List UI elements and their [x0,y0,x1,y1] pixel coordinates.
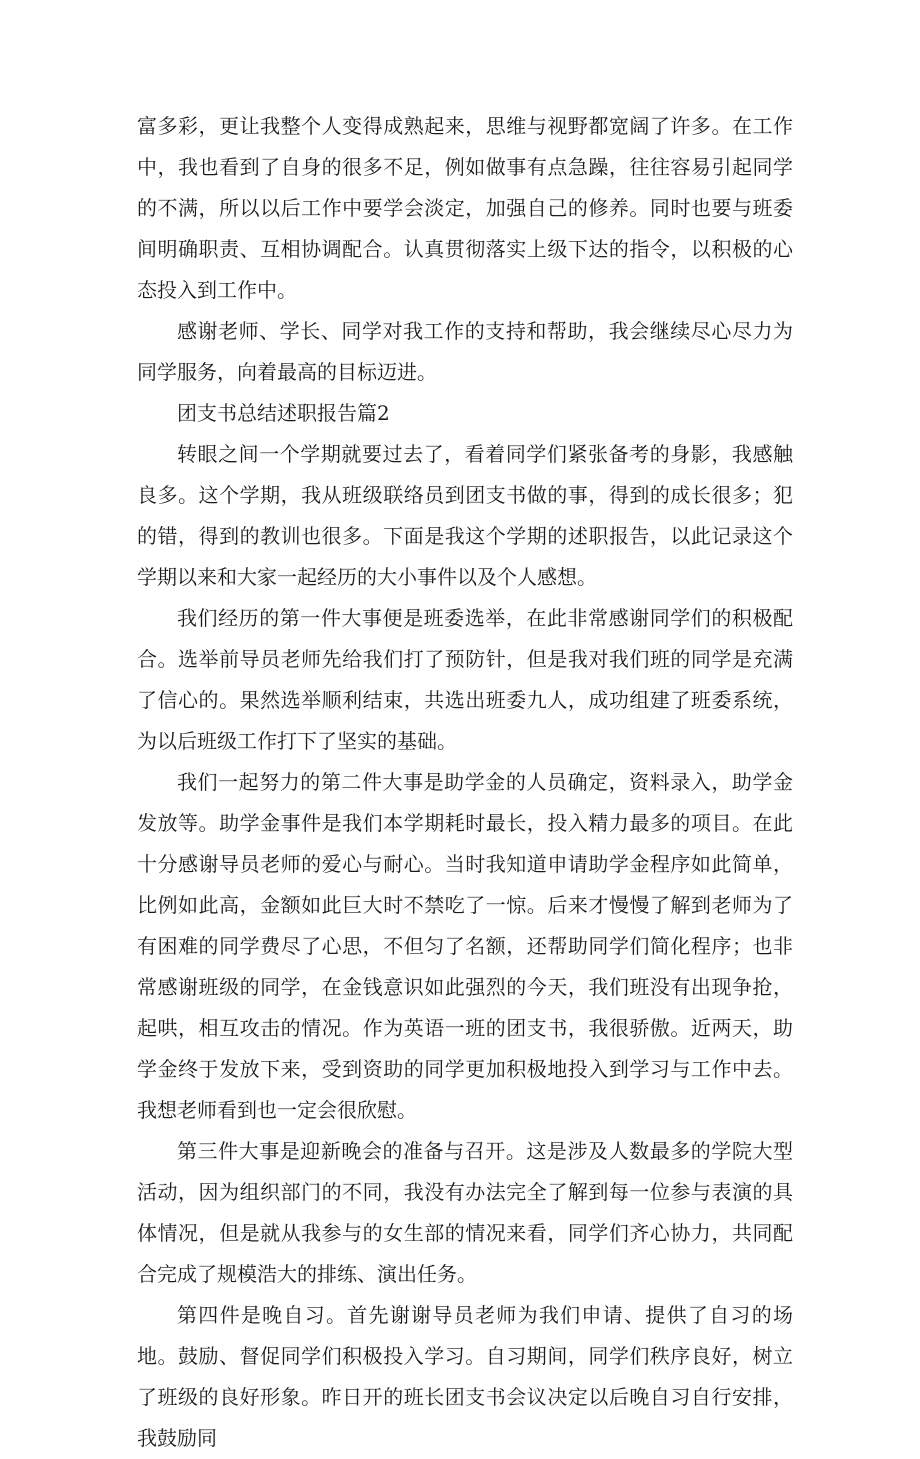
paragraph-6: 第三件大事是迎新晚会的准备与召开。这是涉及人数最多的学院大型活动，因为组织部门的不同，我没有办法完全了解到每一位参与表演的具体情况，但是就从我参与的女生部的情况来看，同学们齐心协力，共同配合完成了规模浩大的排练、演出任务。 [137,1139,793,1286]
paragraph-7: 第四件是晚自习。首先谢谢导员老师为我们申请、提供了自习的场地。鼓励、督促同学们积极投入学习。自习期间，同学们秩序良好，树立了班级的良好形象。昨日开的班长团支书会议决定以后晚自习自行安排，我鼓励同 [137,1303,793,1450]
paragraph-2: 感谢老师、学长、同学对我工作的支持和帮助，我会继续尽心尽力为同学服务，向着最高的目标迈进。 [137,319,793,384]
section-heading: 团支书总结述职报告篇2 [177,401,390,425]
paragraph-1: 富多彩，更让我整个人变得成熟起来，思维与视野都宽阔了许多。在工作中，我也看到了自身的很多不足，例如做事有点急躁，往往容易引起同学的不满，所以以后工作中要学会淡定，加强自己的修养。同时也要与班委间明确职责、互相协调配合。认真贯彻落实上级下达的指令，以积极的心态投入到工作中。 [137,114,793,302]
document-body [137,106,793,1459]
paragraph-4: 我们经历的第一件大事便是班委选举，在此非常感谢同学们的积极配合。选举前导员老师先给我们打了预防针，但是我对我们班的同学是充满了信心的。果然选举顺利结束，共选出班委九人，成功组建了班委系统，为以后班级工作打下了坚实的基础。 [137,606,793,753]
paragraph-3: 转眼之间一个学期就要过去了，看着同学们紧张备考的身影，我感触良多。这个学期，我从班级联络员到团支书做的事，得到的成长很多；犯的错，得到的教训也很多。下面是我这个学期的述职报告，以此记录这个学期以来和大家一起经历的大小事件以及个人感想。 [137,442,793,589]
paragraph-5: 我们一起努力的第二件大事是助学金的人员确定，资料录入，助学金发放等。助学金事件是我们本学期耗时最长，投入精力最多的项目。在此十分感谢导员老师的爱心与耐心。当时我知道申请助学金程序如此简单，比例如此高，金额如此巨大时不禁吃了一惊。后来才慢慢了解到老师为了有困难的同学费尽了心思，不但匀了名额，还帮助同学们简化程序；也非常感谢班级的同学，在金钱意识如此强烈的今天，我们班没有出现争抢，起哄，相互攻击的情况。作为英语一班的团支书，我很骄傲。近两天，助学金终于发放下来，受到资助的同学更加积极地投入到学习与工作中去。我想老师看到也一定会很欣慰。 [137,770,793,1122]
